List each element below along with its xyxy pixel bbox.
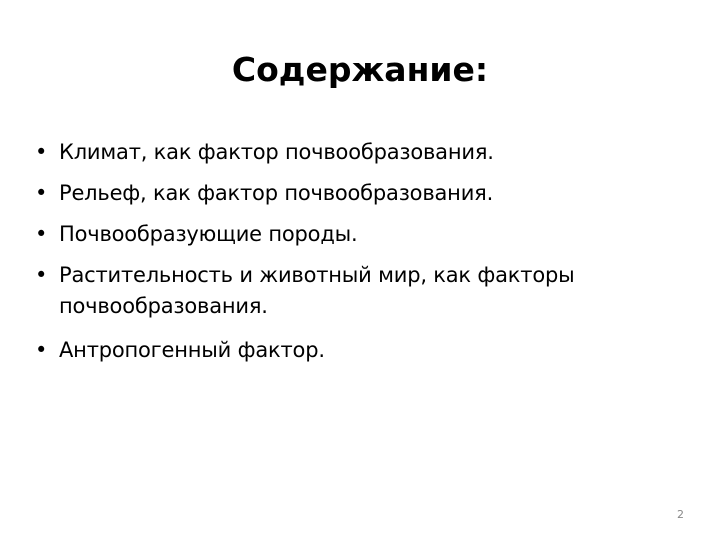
list-item-text: Рельеф, как фактор почвообразования. <box>59 181 494 205</box>
list-item-text: Растительность и животный мир, как факторы почвообразования. <box>59 263 575 318</box>
list-item-text: Антропогенный фактор. <box>59 338 325 362</box>
bullet-icon: • <box>35 181 48 205</box>
bullet-icon: • <box>35 338 48 362</box>
slide-title: Содержание: <box>231 50 489 89</box>
list-item <box>36 260 696 322</box>
content-list <box>36 137 696 376</box>
list-item <box>36 219 696 250</box>
page-number: 2 <box>677 508 684 521</box>
bullet-icon: • <box>35 222 48 246</box>
list-item <box>36 137 696 168</box>
list-item-text: Климат, как фактор почвообразования. <box>59 140 494 164</box>
list-item-text: Почвообразующие породы. <box>59 222 358 246</box>
list-item <box>36 178 696 209</box>
bullet-icon: • <box>35 263 48 287</box>
list-item <box>36 335 696 366</box>
bullet-icon: • <box>35 140 48 164</box>
